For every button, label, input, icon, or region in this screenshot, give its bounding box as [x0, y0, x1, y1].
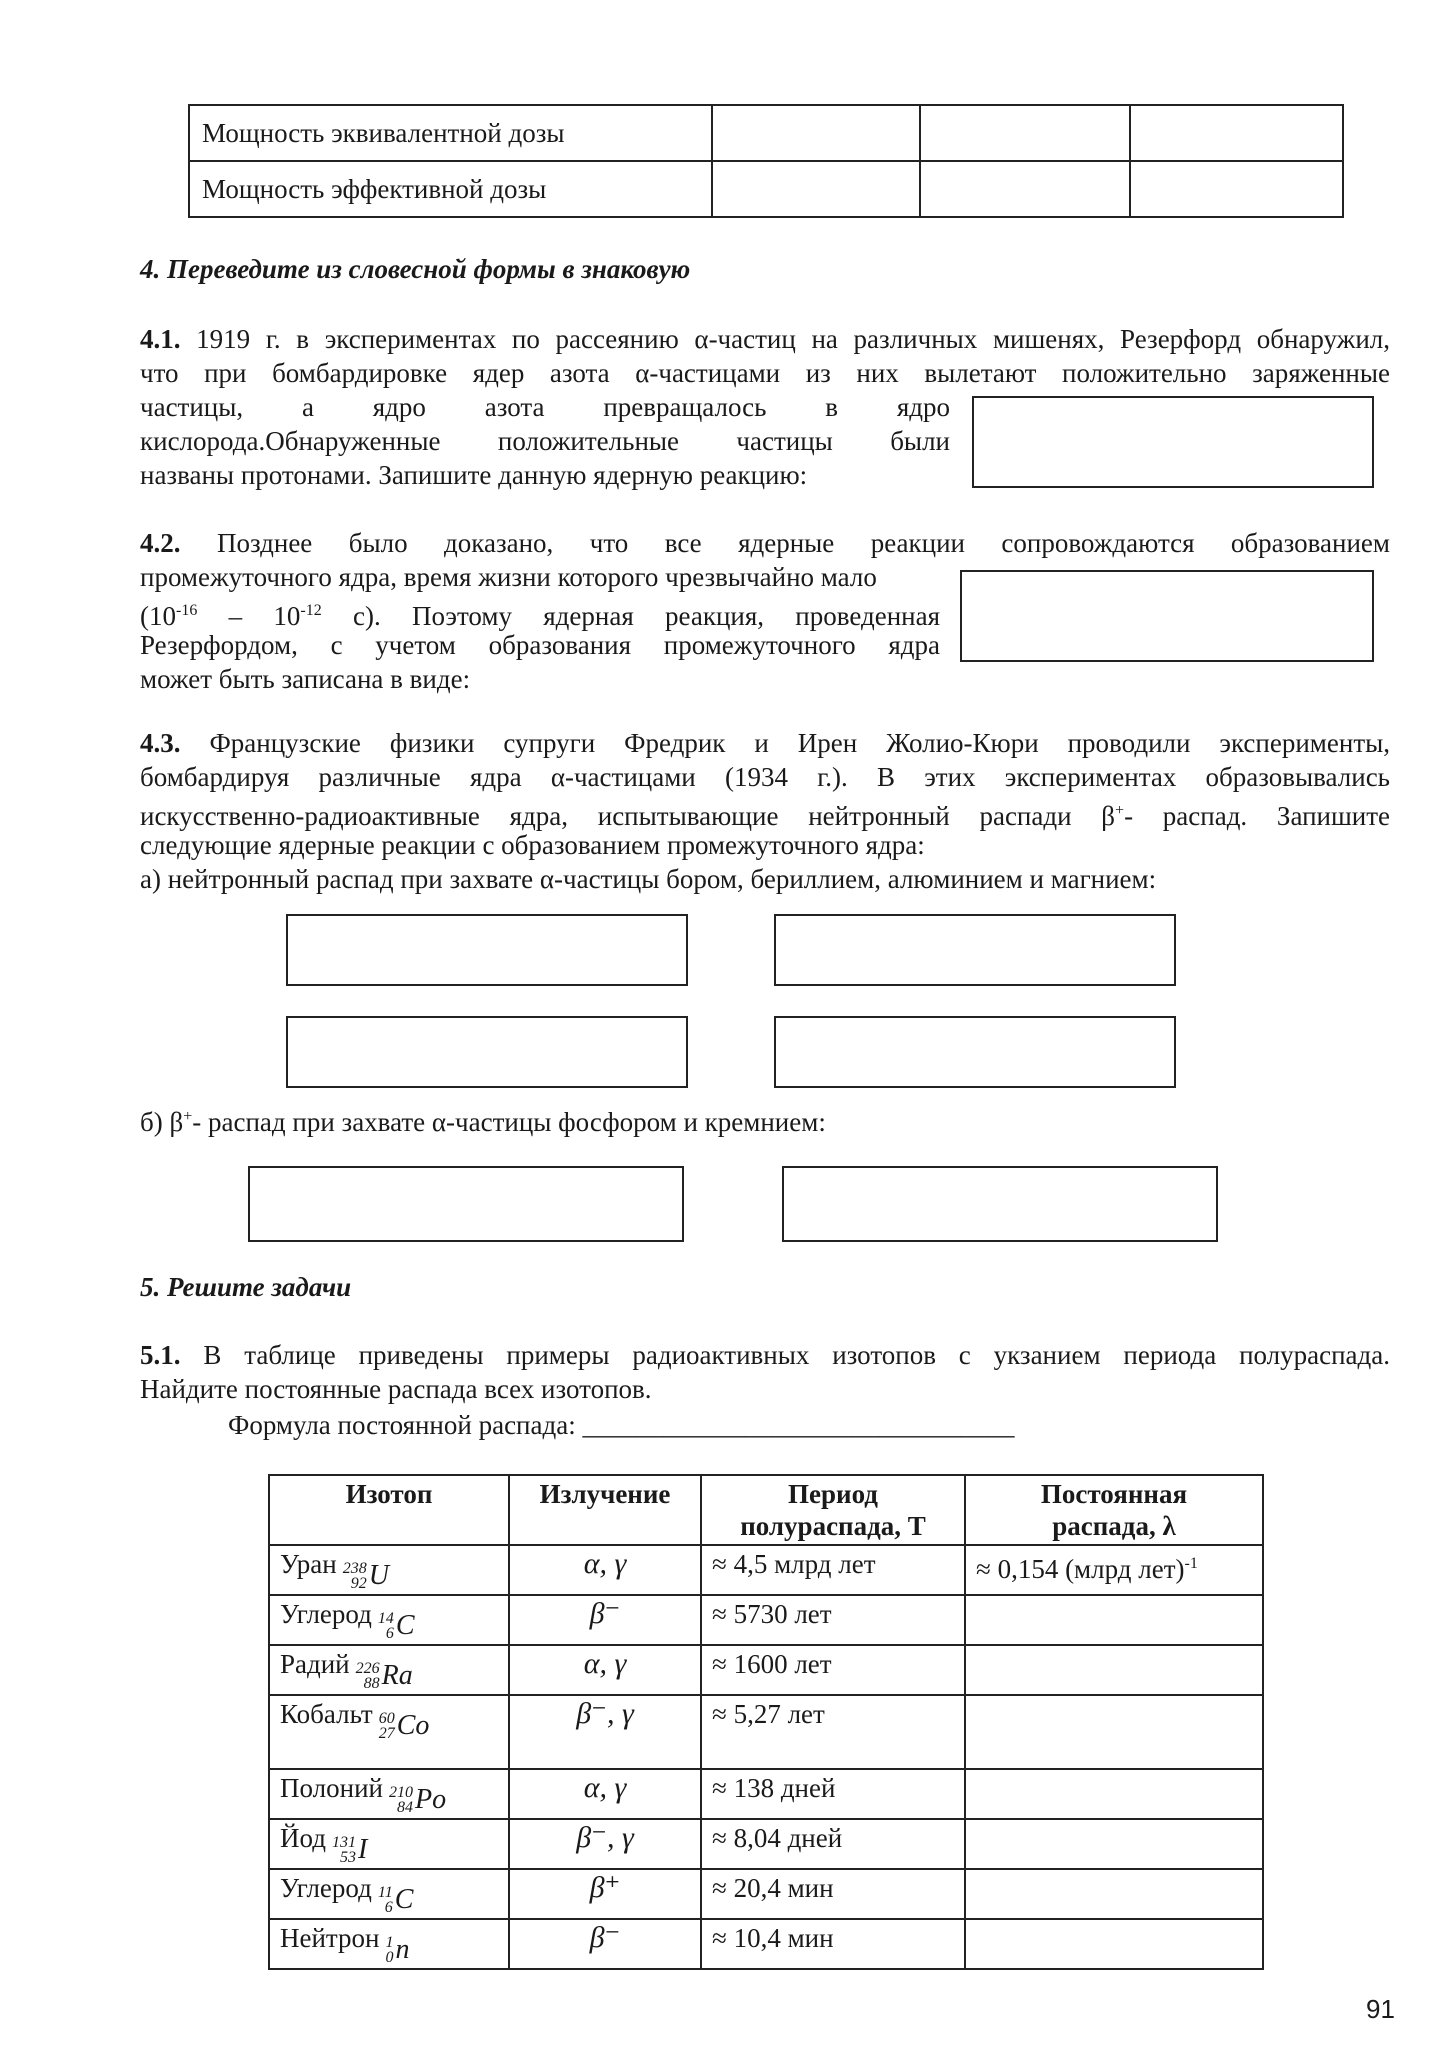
nuclide-symbol: [372, 1610, 415, 1642]
text-fragment: - распад. Запишите: [1124, 801, 1390, 831]
answer-box-4-3-a-4[interactable]: [774, 1016, 1176, 1088]
col-header-isotope: Изотоп: [269, 1475, 509, 1545]
period-cell: ≈ 20,4 мин: [701, 1869, 965, 1919]
atomic-number: 84: [396, 1799, 413, 1816]
answer-cell[interactable]: [712, 105, 920, 161]
nuclide-numbers: [378, 1885, 393, 1915]
element-symbol: C: [394, 1884, 414, 1915]
dose-row-label: Мощность эквивалентной дозы: [189, 105, 712, 161]
section-5-heading: 5. Решите задачи: [140, 1272, 352, 1302]
nuclide-symbol: [380, 1934, 410, 1966]
col-header-period: [701, 1475, 965, 1545]
answer-box-4-2[interactable]: [960, 570, 1374, 662]
mass-number: 14: [377, 1610, 394, 1627]
task-4-3-line-6: [140, 1100, 826, 1139]
radiation-cell: β⁻, γ: [509, 1695, 701, 1769]
isotope-name: Полоний: [280, 1773, 383, 1803]
isotope-cell: [269, 1769, 509, 1819]
task-4-1-line-4: кислорода.Обнаруженные положительные частицы были: [140, 426, 950, 456]
radiation-cell: β⁻, γ: [509, 1819, 701, 1869]
element-symbol: n: [395, 1934, 410, 1965]
decay-constant-value: ≈ 0,154 (млрд лет): [976, 1554, 1185, 1584]
isotope-name: Йод: [280, 1823, 326, 1853]
isotope-cell: [269, 1919, 509, 1969]
isotope-name: Уран: [280, 1549, 337, 1579]
task-number: 4.1.: [140, 324, 181, 354]
task-4-1-line-5: названы протонами. Запишите данную ядерную реакцию:: [140, 460, 808, 490]
exponent: -16: [176, 602, 198, 619]
mass-number: 1: [385, 1934, 394, 1951]
table-row: [269, 1869, 1263, 1919]
nuclide-numbers: [332, 1835, 356, 1865]
table-row: [189, 105, 1343, 161]
period-cell: ≈ 8,04 дней: [701, 1819, 965, 1869]
table-row: [269, 1645, 1263, 1695]
table-row: [269, 1595, 1263, 1645]
text-fragment: – 10: [197, 601, 301, 631]
table-row: [269, 1545, 1263, 1595]
mass-number: 210: [388, 1784, 413, 1801]
task-4-3-line-2: бомбардируя различные ядра α-частицами (1934 г.). В этих экспериментах образовывались: [140, 762, 1390, 792]
task-number: 4.2.: [140, 528, 181, 558]
element-symbol: I: [357, 1834, 368, 1865]
nuclide-numbers: [356, 1661, 380, 1691]
task-4-2-line-1: [140, 526, 1390, 560]
isotope-table: [268, 1474, 1264, 1970]
col-header-constant: [965, 1475, 1263, 1545]
period-cell: ≈ 5730 лет: [701, 1595, 965, 1645]
answer-cell[interactable]: [920, 105, 1130, 161]
dose-table: [188, 104, 1344, 218]
isotope-cell: [269, 1819, 509, 1869]
col-header-radiation: Излучение: [509, 1475, 701, 1545]
decay-constant-cell[interactable]: [965, 1769, 1263, 1819]
task-4-3-line-5: а) нейтронный распад при захвате α-частицы бором, бериллием, алюминием и магнием:: [140, 864, 1157, 894]
decay-constant-cell[interactable]: [965, 1695, 1263, 1769]
radiation-cell: β⁻: [509, 1919, 701, 1969]
element-symbol: Co: [396, 1710, 430, 1741]
text-fragment: б) β: [140, 1107, 184, 1137]
nuclide-numbers: [343, 1561, 367, 1591]
answer-box-4-3-a-1[interactable]: [286, 914, 688, 986]
element-symbol: Po: [414, 1784, 447, 1815]
table-row: [189, 161, 1343, 217]
atomic-number: 27: [378, 1725, 395, 1742]
mass-number: 60: [378, 1710, 395, 1727]
atomic-number: 6: [385, 1625, 394, 1642]
period-cell: ≈ 10,4 мин: [701, 1919, 965, 1969]
header-line: полураспада, T: [740, 1511, 926, 1541]
decay-constant-cell[interactable]: [965, 1819, 1263, 1869]
header-line: Период: [788, 1479, 878, 1509]
mass-number: 238: [342, 1560, 367, 1577]
task-number: 5.1.: [140, 1340, 181, 1370]
decay-constant-cell[interactable]: [965, 1869, 1263, 1919]
nuclide-symbol: [383, 1784, 446, 1816]
decay-constant-cell[interactable]: [965, 1919, 1263, 1969]
nuclide-symbol: [373, 1710, 430, 1742]
exponent: -12: [300, 602, 322, 619]
task-5-1-line-1: [140, 1338, 1390, 1372]
task-4-1-line-2: что при бомбардировке ядер азота α-частицами из них вылетают положительно заряженные: [140, 358, 1390, 388]
nuclide-numbers: [386, 1935, 394, 1965]
isotope-cell: [269, 1545, 509, 1595]
section-4-heading: 4. Переведите из словесной формы в знаковую: [140, 254, 691, 284]
atomic-number: 92: [350, 1575, 367, 1592]
task-text: Позднее было доказано, что все ядерные реакции сопровождаются образованием: [216, 528, 1391, 558]
text-fragment: - распад при захвате α-частицы фосфором и кремнием:: [192, 1107, 826, 1137]
task-text: Французские физики супруги Фредрик и Ирен Жолио-Кюри проводили эксперименты,: [209, 728, 1391, 758]
header-line: распада, λ: [1052, 1511, 1176, 1541]
mass-number: 11: [377, 1884, 393, 1901]
table-row: [269, 1919, 1263, 1969]
atomic-number: 6: [384, 1899, 393, 1916]
decay-constant-cell[interactable]: [965, 1595, 1263, 1645]
isotope-cell: [269, 1695, 509, 1769]
element-symbol: Ra: [381, 1660, 413, 1691]
mass-number: 226: [355, 1660, 380, 1677]
isotope-name: Радий: [280, 1649, 350, 1679]
radiation-cell: α, γ: [509, 1645, 701, 1695]
isotope-name: Углерод: [280, 1599, 372, 1629]
task-text: 1919 г. в экспериментах по рассеянию α-частиц на различных мишенях, Резерфорд обнаружил,: [196, 324, 1391, 354]
table-header-row: [269, 1475, 1263, 1545]
answer-box-4-3-b-2[interactable]: [782, 1166, 1218, 1242]
period-cell: ≈ 138 дней: [701, 1769, 965, 1819]
isotope-name: Нейтрон: [280, 1923, 380, 1953]
element-symbol: C: [395, 1610, 415, 1641]
atomic-number: 0: [385, 1949, 394, 1966]
radiation-cell: α, γ: [509, 1545, 701, 1595]
task-4-2-line-5: может быть записана в виде:: [140, 664, 471, 694]
nuclide-symbol: [326, 1834, 367, 1866]
header-line: Постоянная: [1040, 1479, 1188, 1509]
text-fragment: (10: [140, 601, 176, 631]
radiation-cell: β⁺: [509, 1869, 701, 1919]
table-row: [269, 1695, 1263, 1769]
task-4-3-line-4: следующие ядерные реакции с образованием промежуточного ядра:: [140, 830, 925, 860]
answer-box-4-3-a-2[interactable]: [774, 914, 1176, 986]
nuclide-symbol: [350, 1660, 413, 1692]
table-row: [269, 1769, 1263, 1819]
task-5-1-line-2: Найдите постоянные распада всех изотопов.: [140, 1374, 652, 1404]
task-text: В таблице приведены примеры радиоактивных изотопов с укзанием периода полураспада.: [203, 1340, 1391, 1370]
period-cell: ≈ 5,27 лет: [701, 1695, 965, 1769]
dose-row-label: Мощность эффективной дозы: [189, 161, 712, 217]
period-cell: ≈ 4,5 млрд лет: [701, 1545, 965, 1595]
task-4-2-line-4: Резерфордом, с учетом образования промежуточного ядра: [140, 630, 940, 660]
answer-cell[interactable]: [712, 161, 920, 217]
isotope-cell: [269, 1869, 509, 1919]
answer-cell[interactable]: [920, 161, 1130, 217]
task-4-1-line-3: частицы, а ядро азота превращалось в ядро: [140, 392, 950, 422]
task-number: 4.3.: [140, 728, 181, 758]
decay-constant-cell[interactable]: [965, 1645, 1263, 1695]
radiation-cell: α, γ: [509, 1769, 701, 1819]
element-symbol: U: [368, 1560, 389, 1591]
answer-cell[interactable]: [1130, 105, 1343, 161]
task-4-2-line-2: промежуточного ядра, время жизни которого чрезвычайно мало: [140, 562, 877, 592]
mass-number: 131: [331, 1834, 356, 1851]
isotope-name: Углерод: [280, 1873, 372, 1903]
answer-box-4-3-b-1[interactable]: [248, 1166, 684, 1242]
exponent: +: [1115, 802, 1125, 819]
answer-cell[interactable]: [1130, 161, 1343, 217]
table-row: [269, 1819, 1263, 1869]
decay-constant-cell[interactable]: [965, 1545, 1263, 1595]
answer-box-4-1[interactable]: [972, 396, 1374, 488]
nuclide-numbers: [378, 1611, 394, 1641]
isotope-cell: [269, 1645, 509, 1695]
period-cell: ≈ 1600 лет: [701, 1645, 965, 1695]
text-fragment: с). Поэтому ядерная реакция, проведенная: [321, 601, 940, 631]
task-4-3-line-1: [140, 726, 1390, 760]
exponent: -1: [1184, 1555, 1198, 1572]
exponent: +: [183, 1108, 193, 1125]
atomic-number: 88: [363, 1675, 380, 1692]
formula-label: Формула постоянной распада: ________________________________: [228, 1410, 1015, 1440]
task-4-1-line-1: [140, 322, 1390, 356]
radiation-cell: β⁻: [509, 1595, 701, 1645]
isotope-name: Кобальт: [280, 1699, 373, 1729]
nuclide-symbol: [337, 1560, 389, 1592]
isotope-cell: [269, 1595, 509, 1645]
atomic-number: 53: [339, 1849, 356, 1866]
nuclide-numbers: [379, 1711, 395, 1741]
nuclide-numbers: [389, 1785, 413, 1815]
text-fragment: искусственно-радиоактивные ядра, испытывающие нейтронный распади β: [140, 801, 1116, 831]
answer-box-4-3-a-3[interactable]: [286, 1016, 688, 1088]
nuclide-symbol: [372, 1884, 414, 1916]
page-number: 91: [1366, 1994, 1395, 2024]
